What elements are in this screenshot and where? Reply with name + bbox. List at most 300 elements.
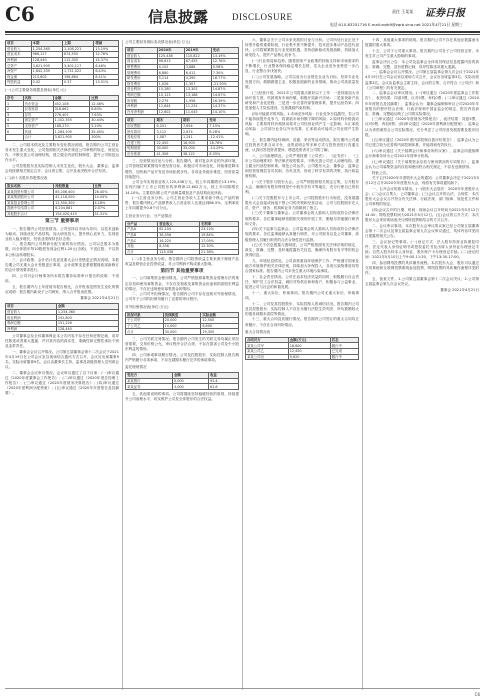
table-cell: 986,127 — [31, 52, 62, 58]
table-cell: 营业收入 — [6, 309, 57, 315]
footer-rule — [5, 688, 480, 689]
table-cell: 28.40% — [93, 189, 119, 195]
table-cell: 预付款项 — [126, 129, 155, 135]
table-row — [6, 135, 119, 141]
table-row — [126, 384, 239, 390]
table-cell: 履行中 — [330, 343, 358, 349]
table-cell: 某某基金管理公司 — [6, 200, 54, 206]
paragraph: (三)经营计划。2021年公司将重点做好以下工作：一是持续加大市场开拓力度，巩固现有市场份额，积极开拓新兴市场；二是加快新产品研发和产业化进程；三是进一步完善内部管理体系，提升运营效率；四是加强人才队伍建设，完善激励约束机制。 — [245, 90, 359, 110]
table-header-cell: 项目 — [126, 118, 155, 124]
table-cell — [6, 135, 24, 141]
table-cell: 16,220 — [158, 238, 200, 244]
table-cell: 11,231 — [184, 104, 211, 110]
table-cell: 1,241 — [181, 135, 207, 141]
footer-folio: C6 — [474, 692, 480, 697]
table-cell: 履行中 — [330, 354, 358, 360]
table-cell: 154,020,419 — [54, 211, 93, 217]
table-cell: 87,455 — [184, 59, 211, 65]
balance-table — [125, 117, 239, 157]
table-header-cell: 2019年 — [184, 48, 211, 54]
table-cell: 合计 — [126, 249, 158, 255]
header-rule — [5, 31, 480, 33]
table-header-cell: 增减 — [94, 41, 119, 47]
table-cell: 2,279 — [157, 98, 184, 104]
header-rule-thin — [5, 34, 480, 35]
paragraph: 公司控股股东及实际控制人未发生变化，股东大会、董事会、监事会均按照相关规定召开，会议的召集、召开及表决程序合法有效。 — [5, 163, 119, 173]
table-cell: 61.8 — [209, 384, 239, 390]
paragraph: 四、公司对会计师事务所本报告期非标准审计报告的说明：不适用。 — [5, 274, 119, 284]
table-cell: 合计 — [23, 135, 53, 141]
table-cell: 1 — [6, 101, 24, 107]
paragraph: 三、公司关联交易情况。报告期内公司发生的关联交易均属正常经营需要，交易价格公允，审议程序合法合规，不存在损害公司及中小股东利益的情形。 — [125, 336, 239, 352]
table-cell: 1,087 — [155, 135, 181, 141]
table-cell: 23.12% — [199, 227, 238, 233]
table-cell: 现金流 — [6, 74, 32, 80]
table-header-cell: 2020年 — [157, 48, 184, 54]
paragraph: 九、环境信息情况。公司高度重视环境保护工作，严格遵守国家及地方环境保护相关法律法规，持续加大环保投入，各项污染物排放均符合国家标准。报告期内公司未发生重大环境污染事故。 — [245, 259, 359, 274]
paragraph: 三、会议登记等事项。(一)登记方式：法人股东持营业执照复印件、法定代表人身份证明书或授权委托书及出席人身份证办理登记手续；自然人股东持本人身份证、股东账户卡办理登记手续。(二)登记时间：2021年5月10日上午9:00-11:30，下午13:30-17:00。 — [365, 239, 479, 260]
column-divider — [242, 40, 243, 690]
paragraph: 八、公司治理情况。公司严格按照《公司法》、《证券法》、《上市公司治理准则》等法律法规的要求，不断完善公司法人治理结构，建立健全内部控制体系，规范公司运作。公司股东大会、董事会、监事会和经营管理层各司其职、各负其责，形成了科学有效的决策、执行和监督机制。 — [245, 153, 359, 178]
column-divider — [362, 40, 363, 690]
paragraph: 二、董事会会议审议情况。会议审议通过了以下议案：(一)审议通过《2020年度董事会工作报告》；(二)审议通过《2020年度总经理工作报告》；(三)审议通过《2020年度财务决算报告》；(四)审议通过《2020年度利润分配预案》；(五)审议通过《2020年年度报告及其摘要》。 — [5, 371, 119, 396]
table-cell: 12.76% — [211, 59, 238, 65]
table-cell: 无形资产 — [23, 123, 53, 129]
paragraph: (一)行业格局和趋势。随着国家产业政策的持续支持和市场需求的不断增长，行业整体保持稳定增长态势，龙头企业竞争优势进一步凸显，行业整合步伐加快。 — [245, 58, 359, 74]
table-header-cell: 名称 — [23, 95, 53, 101]
table-cell: 其他应收 — [126, 135, 155, 141]
table-cell: 11,045 — [184, 109, 211, 115]
table-cell: 1,284,109 — [53, 129, 90, 135]
table-caption: 主营业务分行业、分产品情况 — [125, 213, 172, 218]
table-cell: 1,026 — [157, 81, 184, 87]
table-row — [6, 206, 119, 212]
table-row — [6, 200, 119, 206]
table-cell: 100% — [90, 135, 119, 141]
paragraph: 公司全年实现营业收入125,436万元，较上年同期增长13.19%；实现归属于上市公司股东的净利润12,602万元，较上年同期增长14.10%。主要原因系公司产品销量增加及产品结构优化所致。 — [125, 180, 239, 195]
table-cell: 12.30% — [199, 243, 238, 249]
table-cell: 62,104 — [158, 227, 200, 233]
paragraph: 四、公司承诺事项履行情况。公司及控股股东、实际控制人报告期内严格履行各项承诺，不存在超期未履行完毕的承诺事项。 — [125, 352, 239, 362]
paragraph: 一、召开会议的基本情况。(一)股东大会届次：2020年年度股东大会；(二)会议召集人：公司董事会；(三)会议召开的合法、合规性：本次股东大会会议召开符合有关法律、行政法规、部门规章、规范性文件和公司章程的规定。 — [365, 187, 479, 207]
table-cell: 14.10% — [211, 109, 238, 115]
shareholder-table — [5, 183, 119, 218]
paragraph: 十一、重大诉讼、仲裁事项。报告期内公司无重大诉讼、仲裁事项。 — [245, 290, 359, 300]
column-2 — [125, 38, 239, 694]
table-cell: 3 — [6, 112, 24, 118]
table-cell: 研发费用 — [126, 76, 158, 82]
table-cell: 其他 — [23, 129, 53, 135]
contact-info: 电话:010-83251716 E-mail:zqrb9@zqrb.sina.net 2021年4月21日 星期三 — [330, 22, 463, 27]
table-cell: 0.42 — [31, 80, 62, 86]
paragraph: 十三、重大合同及其履行情况。报告期内公司签订的重大合同均正常履行，不存在合同纠纷情况。 — [245, 317, 359, 327]
table-header-cell: 金额 — [172, 373, 208, 379]
paragraph: (五)关于信息披露与透明度。公司严格按照有关法律法规的规定，真实、准确、完整、及时地披露有关信息，确保所有股东有平等的机会获得信息。 — [245, 243, 359, 258]
table-cell: 产品B — [126, 232, 158, 238]
table-cell: 874,550 — [62, 52, 93, 58]
table-cell: 应收票据 — [126, 123, 155, 129]
table-cell: 7.15% — [208, 123, 239, 129]
table-cell: 1,108,221 — [62, 46, 93, 52]
table-cell: 8.80% — [90, 107, 119, 113]
table-header-cell: 状态 — [330, 337, 358, 343]
table-cell: 188,270 — [53, 123, 90, 129]
table-row — [6, 326, 119, 332]
table-cell: 净利润 — [6, 57, 32, 63]
table-header-cell: 比例 — [90, 95, 119, 101]
paragraph: (二)公司发展战略。公司以成为行业领先企业为目标，坚持专业化发展方向，做精做强主业，积极拓展新的业务领域，推动公司高质量发展。 — [245, 74, 359, 90]
table-cell: 18,903 — [181, 140, 207, 146]
section-title-en: DISCLOSURE — [232, 12, 293, 22]
table-cell: 8.41% — [94, 74, 119, 80]
paragraph: (二)非主营业务分析。报告期内公司投资收益主要来源于理财产品收益及联营企业投资收益，对公司利润不构成重大影响。 — [125, 257, 239, 267]
table-cell: 营业利润 — [6, 315, 57, 321]
table-cell: 其他 — [126, 243, 158, 249]
table-cell: 21.38% — [199, 249, 238, 255]
table-cell: 13.51% — [94, 80, 119, 86]
table-cell: 22,450 — [155, 140, 181, 146]
table-cell: 4,390 — [184, 76, 211, 82]
table-cell: 38,122 — [181, 151, 207, 157]
paragraph: 十五、公司子公司重大事项。报告期内公司各子公司经营正常，未发生对公司产生重大影响的事项。 — [365, 48, 479, 58]
page-number: C6 — [5, 2, 35, 26]
paragraph: 一、报告期内公司经营情况。公司坚持以市场为导向，以技术创新为驱动，持续优化产品结构，加大研发投入，提升核心竞争力，实现营业收入稳步增长，经营业绩保持良好态势。 — [5, 226, 119, 241]
table-cell: 20,000 — [163, 318, 201, 324]
paragraph: 关于召开2020年年度股东大会的通知：公司董事会决定于2021年5月12日召开2020年年度股东大会，现将有关事项通知如下。 — [365, 176, 479, 186]
table-cell: 某某公司丙 — [246, 354, 289, 360]
table-cell: 13,302 — [184, 87, 211, 93]
table-header-cell: 金额 — [56, 304, 118, 310]
table-cell: 5,214 — [157, 76, 184, 82]
paragraph: 三、会计政策、会计估计变更及重大会计差错更正情况说明。本报告期公司无重大会计差错更正事项，会计政策变更系根据财政部新修订的会计准则要求进行。 — [5, 258, 119, 273]
table-header-cell: 项目 — [6, 304, 57, 310]
table-cell: 42,118,000 — [54, 195, 93, 201]
table-header-cell: 担保额度 — [163, 312, 201, 318]
table-cell: 5 — [6, 123, 24, 129]
table-cell: 152,803 — [56, 315, 118, 321]
table-cell: 管理费用 — [126, 70, 158, 76]
income-table — [125, 47, 239, 115]
table-cell: 1,842,339 — [31, 68, 62, 74]
table-cell: 12.76% — [94, 52, 119, 58]
paragraph: 十四、其他重大事项的说明。报告期内公司不存在其他应披露而未披露的重大事项。 — [365, 38, 479, 48]
table-cell: 财务费用 — [126, 81, 158, 87]
table-cell: 1,102,355 — [53, 118, 90, 124]
column-4 — [365, 38, 479, 694]
column-1 — [5, 38, 119, 694]
table-row — [6, 211, 119, 217]
table-cell: 3,621,905 — [53, 135, 90, 141]
table-cell: 归母净利润 — [126, 109, 158, 115]
table-cell: 某某投资有限公司 — [6, 189, 54, 195]
table-cell: 3,402,117 — [62, 63, 93, 69]
table-cell: 净利润 — [6, 326, 57, 332]
table-cell: 某某银行 — [126, 378, 173, 384]
table-cell: 3,621,905 — [31, 63, 62, 69]
table-header-cell: 本期 — [31, 41, 62, 47]
table-cell: 子公司乙 — [126, 323, 164, 329]
table-cell: -21.50% — [211, 81, 238, 87]
signature-line: 董事会 2021年4月21日 — [80, 296, 119, 301]
summary-table — [5, 303, 119, 332]
table-cell: 固定资产 — [23, 118, 53, 124]
table-cell: 5,000 — [172, 378, 208, 384]
paragraph: 二、报告期内公司利润分配方案的执行情况。公司以总股本为基数，向全体股东每10股派发现金红利1.20元(含税)，不送红股，不以资本公积金转增股本。 — [5, 242, 119, 257]
table-cell: 18,600 — [288, 343, 330, 349]
table-cell: 276,401 — [53, 112, 90, 118]
paragraph: (三)关于董事与董事会。公司董事会的人数和人员构成符合法律法规的要求，各位董事能够依据相关规则开展工作，勤勉尽责地履行职责和义务。 — [245, 211, 359, 226]
table-cell: 3,112 — [155, 129, 181, 135]
financial-table — [5, 40, 119, 86]
table-header-cell: 期末 — [155, 118, 181, 124]
table-cell: 每股收益 — [6, 80, 32, 86]
paragraph: 特此公告。 — [372, 170, 390, 175]
table-cell: 4,102 — [157, 64, 184, 70]
table-cell: 38,556 — [158, 232, 200, 238]
table-cell: 货币资金 — [23, 101, 53, 107]
table-cell: 318,662 — [53, 107, 90, 113]
paragraph: (六)审议通过《关于续聘会计师事务所的议案》，监事会同意续聘会计师事务所为公司2021年度审计机构。 — [365, 149, 479, 159]
table-cell: 2,874 — [181, 129, 207, 135]
table-caption: 重大合同情况表 — [245, 329, 271, 334]
table-cell: 215,602 — [31, 74, 62, 80]
table-cell: 18.76% — [208, 140, 239, 146]
paragraph-list — [245, 38, 359, 328]
table-cell: 12,500 — [201, 318, 239, 324]
paragraph: 二、会议审议事项。本次股东大会审议的议案已经公司第五届董事会第十二次会议及第五届监事会第九次会议审议通过，具体内容详见同日披露的相关公告。 — [365, 224, 479, 239]
table-cell: 应付账款 — [126, 151, 155, 157]
table-cell: 85,206,400 — [54, 189, 93, 195]
paragraph: (一)关于股东与股东大会。公司严格按照相关规定召集、召开股东大会，确保所有股东特别是中小股东享有平等地位，充分行使自己的权利。 — [245, 179, 359, 194]
table-cell: 14.37% — [94, 57, 119, 63]
table-cell: 19,300 — [201, 329, 239, 335]
table-cell: 6.46% — [94, 63, 119, 69]
table-cell: 7,654 — [181, 123, 207, 129]
table-cell: 13,188 — [184, 92, 211, 98]
table-cell: 19.84% — [199, 232, 238, 238]
table-header-cell: 序号 — [6, 95, 24, 101]
table-cell: -14.29% — [208, 146, 239, 152]
table-cell: 16.39% — [211, 98, 238, 104]
table-cell: 某某公司甲 — [246, 343, 289, 349]
table-cell: 12,550,300 — [54, 200, 93, 206]
table-cell: 15,280 — [157, 87, 184, 93]
table-cell: 1,731,022 — [62, 68, 93, 74]
table-cell: 子公司甲 — [126, 318, 164, 324]
table-caption: 对外担保情况表(单位:万元) — [125, 304, 169, 309]
table-cell: 17.05% — [199, 238, 238, 244]
table-cell: 6,204,881 — [54, 206, 93, 212]
table-cell: 某某证券 — [126, 384, 173, 390]
table-cell: 短期借款 — [126, 146, 155, 152]
table-header-cell: 金额 — [53, 95, 90, 101]
table-cell: 14.87% — [211, 87, 238, 93]
column-3 — [245, 38, 359, 694]
table-header-cell: 合同对方 — [246, 337, 289, 343]
table-cell: 2.07% — [93, 206, 119, 212]
table-cell: 5.56% — [211, 64, 238, 70]
table-cell: 8.35% — [208, 151, 239, 157]
editor-credit: 责任 王某某 — [392, 9, 414, 14]
table-cell: 9,820 — [288, 354, 330, 360]
table-cell: 30.44% — [90, 118, 119, 124]
section-heading: 第三节 重要事项 — [45, 219, 79, 225]
signature-line: 董事会 2021年4月21日 — [440, 287, 479, 292]
table-cell: 13.19% — [211, 53, 238, 59]
column-divider — [122, 40, 123, 690]
table-cell: 30,000 — [163, 329, 201, 335]
table-cell: 151,226 — [56, 320, 118, 326]
table-cell: 18.77% — [211, 76, 238, 82]
table-caption: (一)公司主要财务数据及指标(单位:元) — [5, 87, 66, 92]
table-cell: 应收账款 — [23, 107, 53, 113]
table-header-cell: 毛利率 — [199, 221, 238, 227]
table-cell: 128,440 — [31, 57, 62, 63]
table-cell: 净资产 — [6, 68, 32, 74]
table-cell: 营业收入 — [126, 53, 158, 59]
wealth-mgmt-table — [125, 372, 239, 390]
table-cell: 营业成本 — [126, 59, 158, 65]
table-cell: 产品C — [126, 238, 158, 244]
table-cell: 总资产 — [6, 63, 32, 69]
table-cell: 12.48% — [90, 101, 119, 107]
table-header-cell: 分产品 — [126, 221, 158, 227]
table-cell: 452,108 — [53, 101, 90, 107]
paragraph: 十二、公司及其控股股东、实际控制人的诚信状况。报告期内公司及其控股股东、实际控制人不存在未履行法院生效判决、所负数额较大的债务到期未清偿等情况。 — [245, 301, 359, 316]
table-header-cell: 收益 — [209, 373, 239, 379]
paragraph: 六、董事会关于公司未来发展的讨论与分析。公司所处行业正处于转型升级的重要阶段，行业集中度不断提升，技术进步推动产品迭代加快。公司将紧紧抓住行业发展机遇，坚持创新驱动发展战略，持续加大研发投入，提升产品核心竞争力。 — [245, 38, 359, 58]
table-cell: 3,000 — [172, 384, 208, 390]
table-cell: 13.19% — [94, 46, 119, 52]
table-cell: 0.37 — [62, 80, 93, 86]
table-cell: 12,602 — [157, 109, 184, 115]
table-cell: 香港中央结算公司 — [6, 206, 54, 212]
table-cell: 在建工程 — [126, 140, 155, 146]
table-cell: 利润总额 — [126, 92, 158, 98]
table-cell: 7.30% — [211, 70, 238, 76]
table-row — [126, 151, 239, 157]
table-row — [6, 195, 119, 201]
table-cell: 125,436 — [157, 53, 184, 59]
table-cell: 6,412 — [184, 70, 211, 76]
table-cell: 某某公司乙 — [246, 348, 289, 354]
table-cell: 1,307 — [184, 81, 211, 87]
table-header-cell: 比例 — [93, 183, 119, 189]
table-row — [246, 354, 359, 360]
table-header-cell: 担保对象 — [126, 312, 164, 318]
paragraph-list — [365, 38, 479, 287]
table-cell: 6 — [6, 129, 24, 135]
table-cell: 所得税 — [126, 98, 158, 104]
table-header-cell: 受托方 — [126, 373, 173, 379]
paragraph: 七、报告期内接待调研、沟通、采访等活动情况。报告期内公司通过投资者关系互动平台、业绩说明会等多种方式与投资者进行沟通交流，认真回答投资者提问，增进投资者对公司的了解。 — [245, 137, 359, 152]
table-header-cell: 变动 — [208, 118, 239, 124]
table-cell: 4 — [6, 118, 24, 124]
table-cell: 营业成本 — [6, 52, 32, 58]
table-cell: 112,305 — [62, 57, 93, 63]
table-header-cell: 项目 — [126, 48, 158, 54]
segment-table — [125, 221, 239, 256]
table-cell: 净利润 — [126, 104, 158, 110]
table-cell: 14.67% — [211, 92, 238, 98]
paragraph: 四、参加网络投票的具体操作流程。本次股东大会，股东可以通过交易系统和互联网投票系统参加投票，网络投票的具体操作流程详见附件。 — [365, 260, 479, 276]
table-cell: 利润总额 — [6, 320, 57, 326]
table-header-cell: 项目 — [6, 41, 32, 47]
table-cell: 92.4 — [209, 378, 239, 384]
table-cell: 30,000 — [155, 146, 181, 152]
table-cell: 某某集团股份公司 — [6, 195, 54, 201]
table-header-cell: 上期 — [62, 41, 93, 47]
table-cell: 6,880 — [157, 70, 184, 76]
table-cell: 12,844 — [157, 104, 184, 110]
table-header-cell: 金额(万元) — [288, 337, 330, 343]
table-cell: 35.45% — [90, 129, 119, 135]
table-cell: 4.18% — [93, 200, 119, 206]
table-cell: 6,800 — [201, 323, 239, 329]
table-cell: 14.04% — [93, 195, 119, 201]
table-header-cell: 持股数量 — [54, 183, 93, 189]
table-cell: 2 — [6, 107, 24, 113]
table-row — [126, 109, 239, 115]
table-cell: 15,123 — [157, 92, 184, 98]
table-cell: 5.20% — [90, 123, 119, 129]
paragraph: 五、报告期内与上年度财务报告相比，合并报表范围发生变化的情况说明：报告期内新设子公司两家，纳入合并报表范围。 — [5, 284, 119, 294]
table-cell: 3,886 — [184, 64, 211, 70]
table-header-cell: 股东名称 — [6, 183, 54, 189]
table-row — [126, 249, 239, 255]
table-cell: 其他股东合计 — [6, 211, 54, 217]
table-header-cell: 实际金额 — [201, 312, 239, 318]
table-cell: 已完成 — [330, 348, 358, 354]
paragraph: (七)审议通过《关于募集资金存放与使用情况的专项报告》，监事会认为公司募集资金的存放和使用符合相关规定，不存在违规情形。 — [365, 159, 479, 169]
paragraph: (一)主营业务分析。公司主营业务收入主要来源于核心产品的销售，报告期内核心产品销售收入占营业收入比重达到86.5%，毛利率较上年同期提升0.8个百分点。 — [125, 196, 239, 211]
table-row — [6, 189, 119, 195]
table-cell: 51.31% — [93, 211, 119, 217]
paragraph: 一、董事会会议召开情况。公司第五届董事会第十二次会议于2021年4月19日在公司会议室以现场结合通讯方式召开，会议应出席董事9名，实际出席董事9名，会议由董事长主持，监事及高级管理人员列席会议。 — [5, 350, 119, 370]
section-title: 信息披露 — [148, 8, 209, 26]
table-cell: 合计 — [126, 329, 164, 335]
paragraph: 十、社会责任情况。公司在追求经济效益的同时，积极履行社会责任，保护员工合法权益，诚信对待供应商和客户，积极参与公益事业，促进公司与社会的和谐发展。 — [245, 274, 359, 290]
table-header-cell: 期初 — [181, 118, 207, 124]
paragraph: (四)关于监事与监事会。公司监事会的人数和人员构成符合法律法规的要求，各位监事能够认真履行职责，对公司财务以及公司董事、高级管理人员履行职责的合法合规性进行监督。 — [245, 227, 359, 242]
table-cell: 存货 — [23, 112, 53, 118]
section-heading: 第四节 其他重要事项 — [160, 269, 204, 275]
contract-table — [245, 337, 359, 360]
page-header — [0, 0, 484, 38]
paragraph: 公司董事会及全体董事保证本公告内容不存在任何虚假记载、误导性陈述或者重大遗漏，并对其内容的真实性、准确性和完整性承担个别及连带责任。 — [5, 334, 119, 349]
paragraph: 五、其他需说明的事项。公司将继续坚持稳健经营的原则，持续提升公司治理水平，切实维护公司及全体股东的合法权益。 — [125, 391, 239, 401]
table-cell: 销售费用 — [126, 64, 158, 70]
paragraph: (三)审议通过《2020年度财务决算报告》，表决结果：同意3票，反对0票，弃权0票；(四)审议通过《2020年度利润分配预案》，监事会认为该预案符合公司实际情况，充分考虑了公司经营发展需要及股东回报。 — [365, 117, 479, 137]
table-cell: 41,306 — [155, 151, 181, 157]
table-header-cell: 营业收入 — [158, 221, 200, 227]
table-cell: 10,000 — [163, 323, 201, 329]
table-cell: 8.28% — [208, 129, 239, 135]
table-row — [6, 80, 119, 86]
table-row — [126, 329, 239, 335]
table-cell: 营业利润 — [126, 87, 158, 93]
paragraph: 二、公司对外担保情况。报告期内公司不存在违规对外担保情况，公司对子公司的担保均履行了必要的审议程序。 — [125, 292, 239, 302]
table-cell: 12,450 — [288, 348, 330, 354]
table-cell: 8,556 — [158, 243, 200, 249]
asset-table — [5, 95, 119, 141]
table-cell: -12.41% — [208, 135, 239, 141]
paragraph: (四)可能面对的风险。1.市场竞争风险：行业竞争日趋激烈，若公司不能持续提升竞争力，将面临市场份额下降的风险；2.原材料价格波动风险：主要原材料价格波动将对公司经营业绩产生一定影响；3.汇率波动风险：公司部分业务以外币结算，汇率波动可能对公司业绩产生影响。 — [245, 111, 359, 137]
table-caption: 公司主要财务指标变动情况表(单位:万元) — [125, 40, 191, 44]
table-cell: 8,201 — [155, 123, 181, 129]
newspaper-logo: 证券日报 — [425, 8, 465, 19]
table-cell: 14.37% — [211, 104, 238, 110]
